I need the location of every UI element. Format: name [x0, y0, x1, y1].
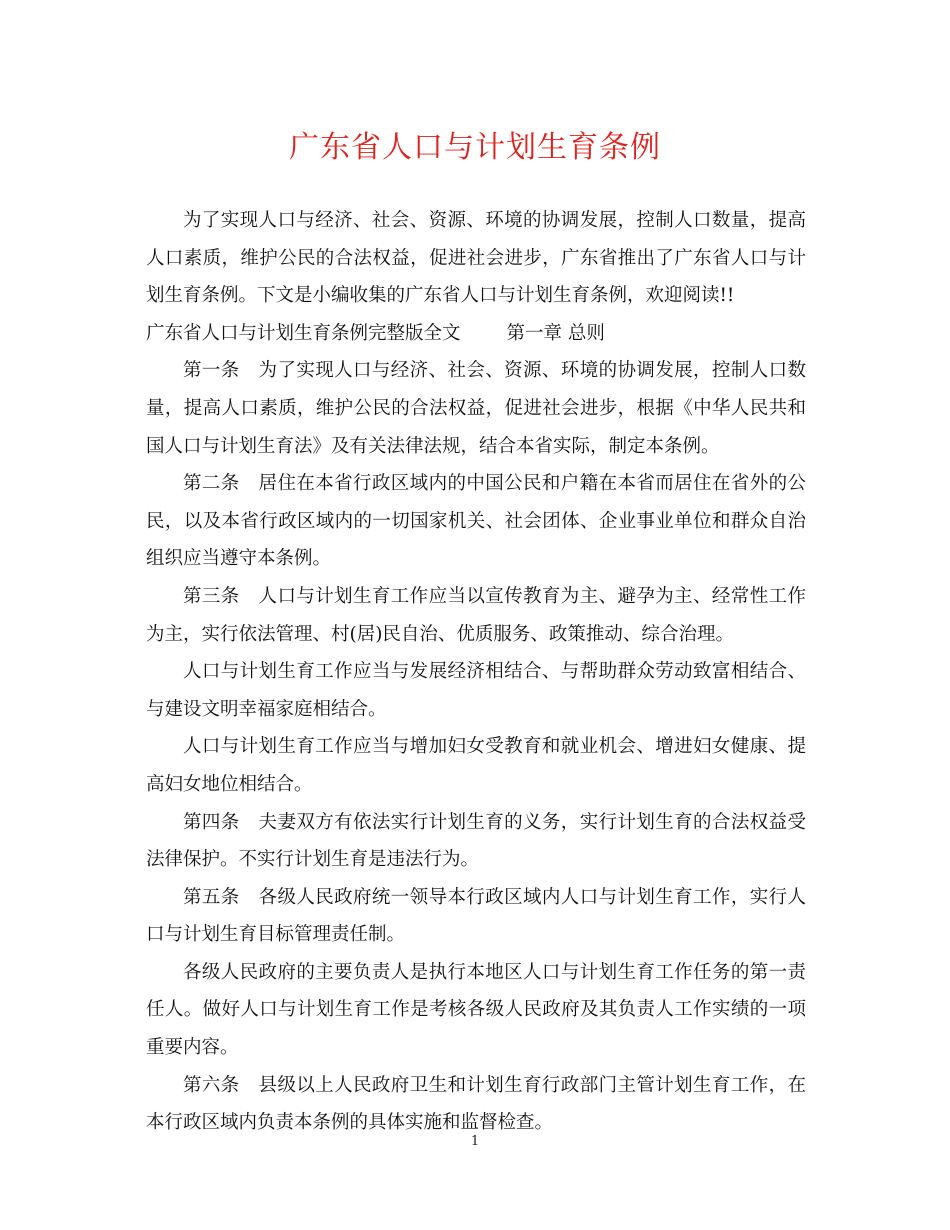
intro-paragraph: 为了实现人口与经济、社会、资源、环境的协调发展，控制人口数量，提高人口素质，维护公民的合法权益，促进社会进步，广东省推出了广东省人口与计划生育条例。下文是小编收集的广东省人口与计划生育条例，欢迎阅读!!	[146, 210, 806, 307]
section-heading-line	[146, 315, 806, 353]
full-text-heading: 广东省人口与计划生育条例完整版全文	[146, 322, 461, 344]
article-paragraph: 人口与计划生育工作应当与增加妇女受教育和就业机会、增进妇女健康、提高妇女地位相结合。	[146, 736, 806, 795]
article-paragraph: 第三条 人口与计划生育工作应当以宣传教育为主、避孕为主、经常性工作为主，实行依法管理、村(居)民自治、优质服务、政策推动、综合治理。	[146, 585, 806, 645]
article-paragraph: 第五条 各级人民政府统一领导本行政区域内人口与计划生育工作，实行人口与计划生育目标管理责任制。	[146, 886, 806, 946]
document-body	[146, 202, 806, 1142]
article-paragraph: 各级人民政府的主要负责人是执行本地区人口与计划生育工作任务的第一责任人。做好人口与计划生育工作是考核各级人民政府及其负责人工作实绩的一项重要内容。	[146, 961, 806, 1059]
article-paragraph: 第一条 为了实现人口与经济、社会、资源、环境的协调发展，控制人口数量，提高人口素质，维护公民的合法权益，促进社会进步，根据《中华人民共和国人口与计划生育法》及有关法律法规，结合本省实际，制定本条例。	[146, 360, 806, 457]
page-number: 1	[470, 1134, 480, 1149]
article-paragraph: 第四条 夫妻双方有依法实行计划生育的义务，实行计划生育的合法权益受法律保护。不实行计划生育是违法行为。	[146, 811, 806, 871]
article-paragraph: 第二条 居住在本省行政区域内的中国公民和户籍在本省而居住在省外的公民，以及本省行政区域内的一切国家机关、社会团体、企业事业单位和群众自治组织应当遵守本条例。	[146, 473, 806, 570]
page-title: 广东省人口与计划生育条例	[289, 130, 661, 165]
article-paragraph: 第六条 县级以上人民政府卫生和计划生育行政部门主管计划生育工作，在本行政区域内负责本条例的具体实施和监督检查。	[146, 1074, 806, 1134]
article-paragraph: 人口与计划生育工作应当与发展经济相结合、与帮助群众劳动致富相结合、与建设文明幸福家庭相结合。	[146, 661, 806, 720]
chapter-heading: 第一章 总则	[506, 322, 605, 344]
